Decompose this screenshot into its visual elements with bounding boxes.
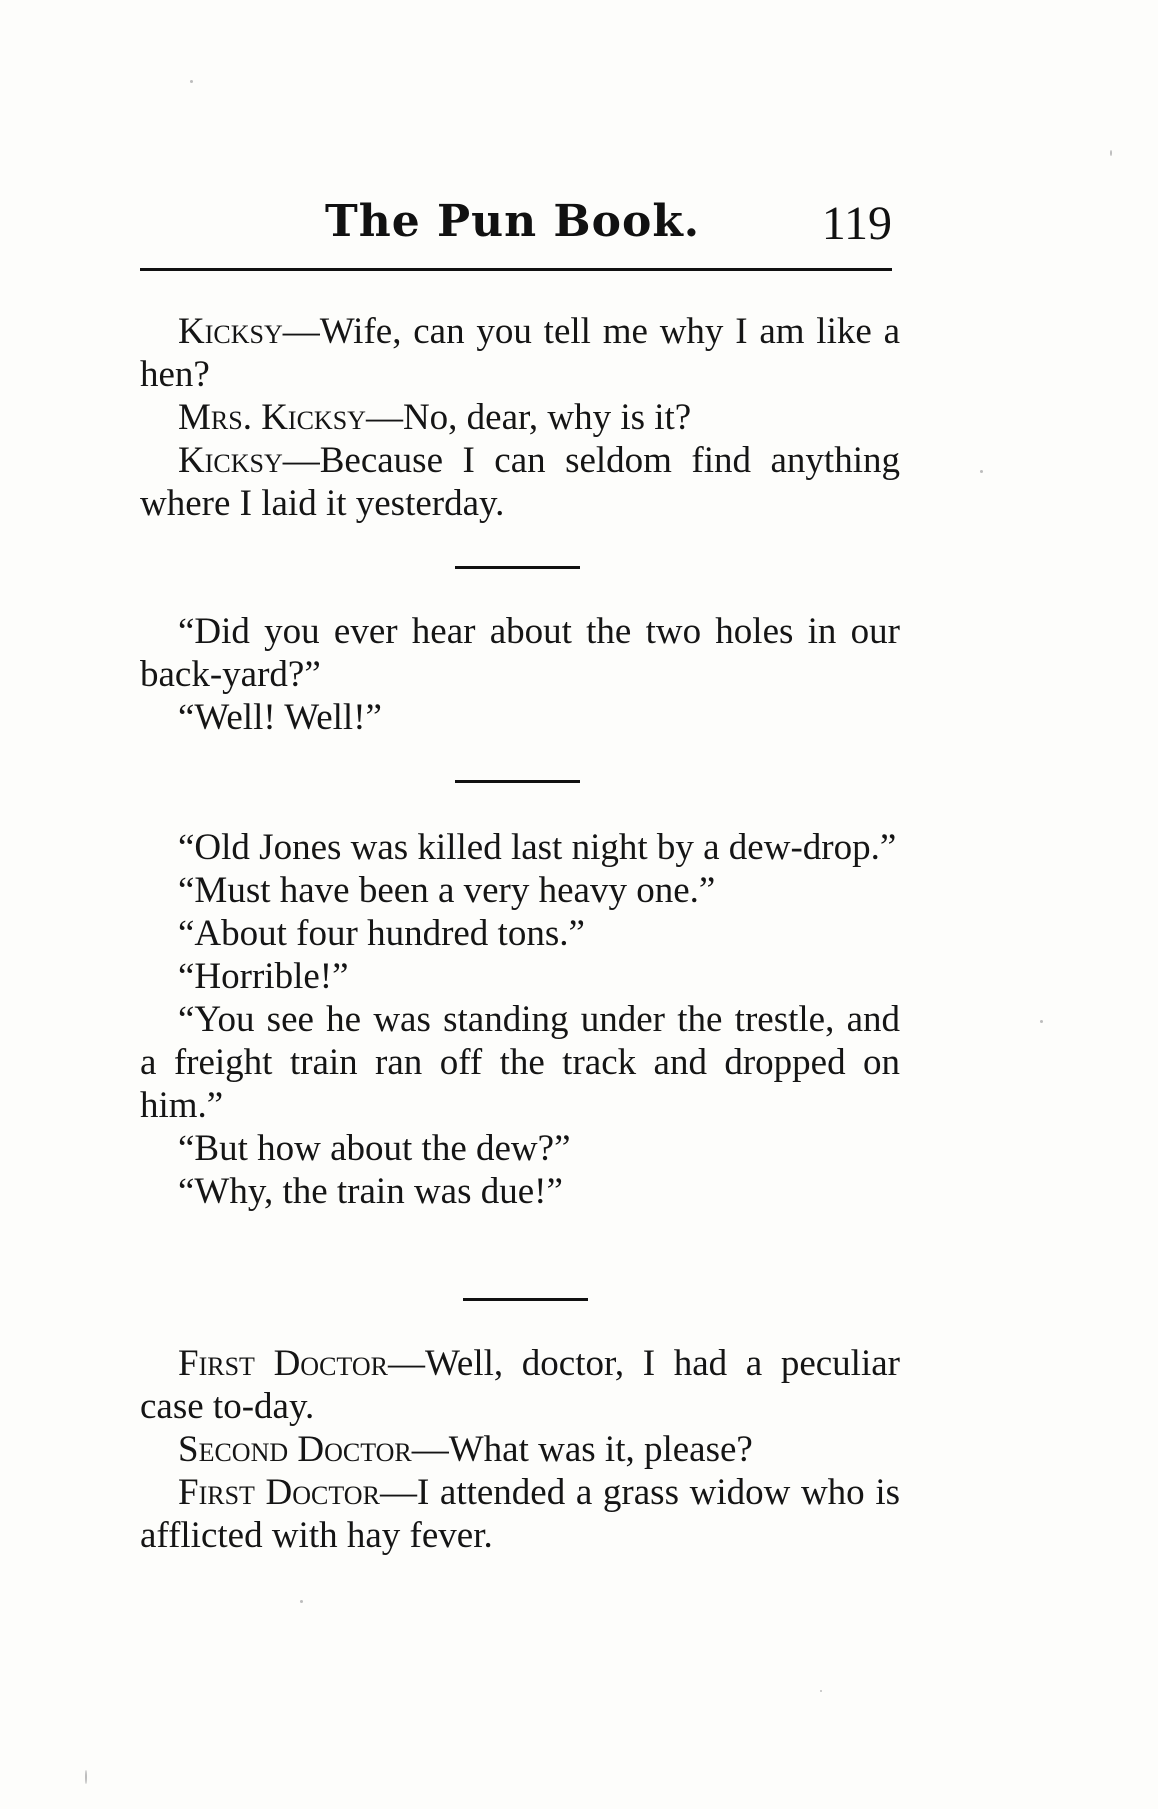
dialogue: “Well! Well!” (178, 697, 382, 738)
scan-speck (820, 1690, 822, 1692)
joke-1 (140, 310, 900, 525)
dialogue: “Old Jones was killed last night by a dew-drop.” (178, 827, 897, 868)
joke-1-line-1 (140, 310, 900, 396)
dialogue: “Must have been a very heavy one.” (178, 870, 716, 911)
joke-3-line-3 (140, 912, 900, 955)
dialogue: —Because I can seldom find anything where I laid it yesterday. (140, 440, 900, 524)
section-divider (463, 1298, 588, 1301)
header-rule (140, 268, 892, 271)
dialogue: “You see he was standing under the trestle, and a freight train ran off the track and dropped on him.” (140, 999, 900, 1126)
section-divider (455, 566, 580, 569)
speaker: First Doctor (178, 1343, 388, 1384)
scan-speck (1110, 150, 1112, 156)
joke-4-line-1 (140, 1342, 900, 1428)
speaker: Kicksy (178, 440, 283, 481)
joke-4-line-2 (140, 1428, 900, 1471)
joke-3-line-5 (140, 998, 900, 1127)
scan-speck (980, 470, 983, 473)
joke-3-line-4 (140, 955, 900, 998)
dialogue: “Did you ever hear about the two holes in our back-yard?” (140, 611, 900, 695)
joke-4 (140, 1342, 900, 1557)
scan-speck (190, 80, 193, 83)
dialogue: “Why, the train was due!” (178, 1171, 563, 1212)
joke-3-line-7 (140, 1170, 900, 1213)
joke-1-line-2 (140, 396, 900, 439)
joke-3 (140, 826, 900, 1213)
dialogue: “Horrible!” (178, 956, 349, 997)
page-number: 119 (821, 197, 892, 250)
dialogue: —Wife, can you tell me why I am like a hen? (140, 311, 900, 395)
joke-3-line-6 (140, 1127, 900, 1170)
book-title: The Pun Book. (325, 196, 701, 247)
joke-3-line-2 (140, 869, 900, 912)
scan-speck (85, 1770, 87, 1784)
speaker: Kicksy (178, 311, 283, 352)
dialogue: —I attended a grass widow who is afflicted with hay fever. (140, 1472, 900, 1556)
section-divider (455, 780, 580, 783)
dialogue: “But how about the dew?” (178, 1128, 571, 1169)
joke-3-line-1 (140, 826, 900, 869)
joke-1-line-3 (140, 439, 900, 525)
scan-speck (1040, 1020, 1043, 1023)
scan-speck (300, 1600, 303, 1603)
joke-2-line-2 (140, 696, 900, 739)
dialogue: “About four hundred tons.” (178, 913, 585, 954)
dialogue: —Well, doctor, I had a peculiar case to-day. (140, 1343, 900, 1427)
speaker: Mrs. Kicksy (178, 397, 366, 438)
joke-2-line-1 (140, 610, 900, 696)
speaker: Second Doctor (178, 1429, 412, 1470)
dialogue: —What was it, please? (411, 1429, 753, 1470)
speaker: First Doctor (178, 1472, 380, 1513)
joke-2 (140, 610, 900, 739)
joke-4-line-3 (140, 1471, 900, 1557)
dialogue: —No, dear, why is it? (365, 397, 692, 438)
running-header (140, 196, 892, 258)
